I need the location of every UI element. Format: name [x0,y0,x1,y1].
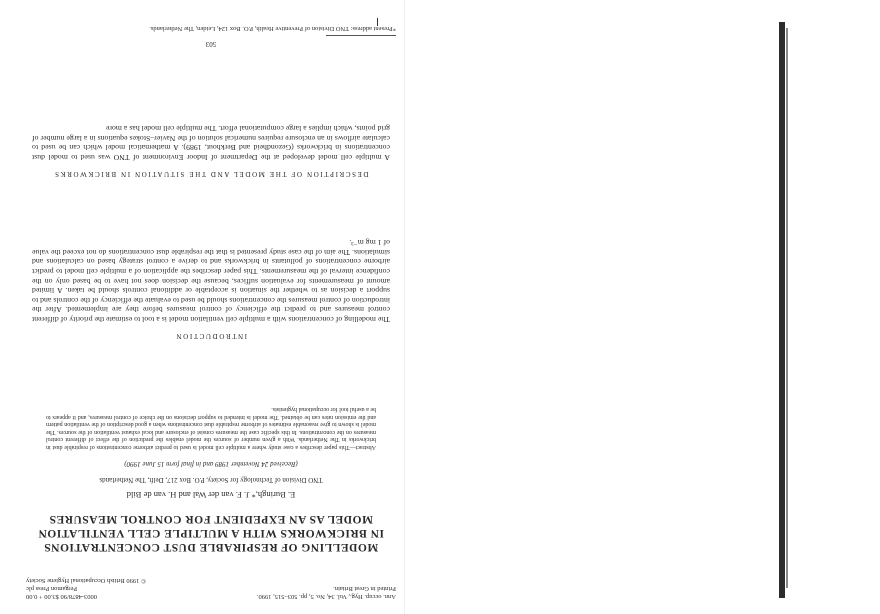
footnote-rule [326,35,396,36]
article-page [26,10,396,608]
rotated-page-content [26,10,396,608]
article-authors: E. Buringh,* J. F. van der Wal and H. van de Bild [126,490,296,500]
section-heading-introduction: INTRODUCTION [174,332,248,340]
page-gutter [404,0,405,614]
journal-line: Printed in Great Britain. [333,585,396,592]
author-affiliation: TNO Division of Technology for Society, P.O. Box 217, Delft, The Netherlands [99,476,323,484]
journal-society: © 1990 British Occupational Hygiene Society [26,577,146,584]
scan-edge-shadow [779,22,785,598]
section-heading-model-description: DESCRIPTION OF THE MODEL AND THE SITUATION IN BRICKWORKS [53,170,369,178]
journal-info [26,577,396,600]
journal-publisher: Pergamon Press plc [26,585,78,592]
abstract: Abstract—This paper describes a case study where a multiple cell model is used to predict airborne concentrations of respirable dust in brickworks in The Netherlands. With a given number of sources the model enables the prediction of the effect of different control measures on the concentrations. In this specific case the measures consist of enclosure and local exhaust ventilation of the sources. The model is shown to give reasonable estimates of airborne respirable dust concentrations when a good description of the ventilation pattern and the emission rates can be obtained. The model is intended to support decisions on the choice of control measures, and it appears to be a useful tool for occupational hygienists. [46,406,376,450]
title-line: IN BRICKWORKS WITH A MULTIPLE CELL VENTILATION [38,527,384,539]
title-line: MODELLING OF RESPIRABLE DUST CONCENTRATIONS [43,541,379,553]
journal-line: Ann. occup. Hyg., Vol. 34, No. 5, pp. 503–515, 1990. [256,593,396,600]
scan-edge-line [786,28,788,588]
title-line: MODEL AS AN EXPEDIENT FOR CONTROL MEASURES [49,513,373,525]
page-number: 503 [205,40,217,48]
journal-code: 0003-4878/90 $3.00 + 0.00 [26,593,98,600]
introduction-text: The modelling of concentrations with a multiple cell ventilation model is a tool to estimate the priority of different control measures and to predict the efficiency of control measures before they are implemented. After the introduction of control measures the concentrations should be used to evaluate the efficiency of the controls and to support a decision as to whether the situation is acceptable or additional controls should be taken. A limited amount of measurements for evaluation suffices, because the decision does not have to be based only on the confidence interval of the measurements. This paper describes the application of a multiple cell model to predict airborne concentrations of pollutants in brickworks and to derive a control strategy based on calculations and simulations. The aim of the case study presented is that the respirable dust concentrations do not exceed the value of 1 mg m⁻³. [32,238,390,324]
article-title [26,512,396,554]
footnote: *Present address: TNO Division of Preventive Health, P.O. Box 124, Leiden, The Netherlands. [149,25,396,32]
received-dates: (Received 24 November 1989 and in final form 15 June 1990) [124,460,298,468]
model-description-text: A multiple cell model developed at the Department of Indoor Environment of TNO was used to model dust concentrations in brickworks (Gezondheid and Berkhout, 1989). A mathematical model which can be used to calculate airflows in an enclosure requires numerical solution of the Navier–Stokes equations in a large number of grid points, which implies a large computational effort. The multiple cell model has a more [32,124,390,162]
